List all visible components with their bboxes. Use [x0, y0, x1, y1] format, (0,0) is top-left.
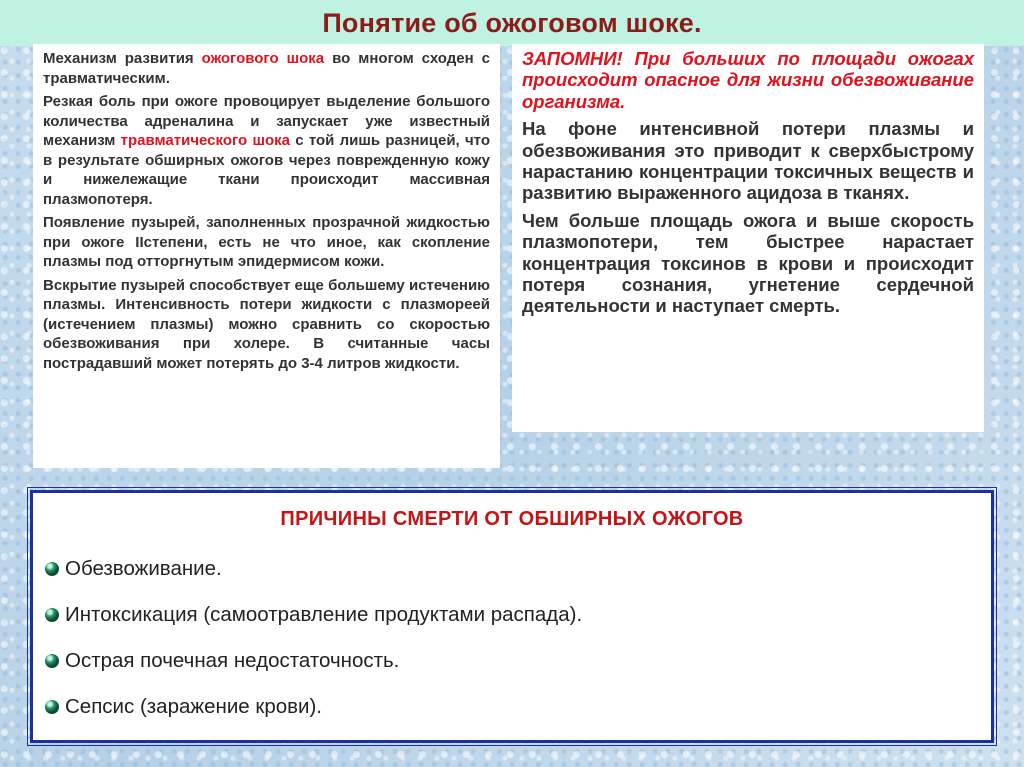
left-p1-text-b: во многом сходен с травматическим. — [43, 50, 490, 87]
left-paragraph-3: Появление пузырей, заполненных прозрачной жидкостью при ожоге IIстепени, есть не что иное, как скопление плазмы под отторгнутым эпидермисом кожи. — [43, 214, 490, 270]
right-text-panel — [512, 44, 984, 432]
cause-text: Сепсис (заражение крови). — [65, 695, 323, 718]
left-paragraph-2 — [43, 92, 490, 209]
left-p1-highlight: ожогового шока — [201, 50, 325, 67]
remember-warning: ЗАПОМНИ! При больших по площади ожогах происходит опасное для жизни обезвоживание организма. — [522, 48, 974, 112]
left-p1-text-a: Механизм развития — [43, 50, 202, 67]
title-bar — [0, 0, 1024, 46]
list-item — [45, 638, 991, 684]
left-p2-text-b: с той лишь разницей, что в результате обширных ожогов через поврежденную кожу и нижележащие ткани происходит массивная плазмопотеря. — [43, 132, 490, 208]
left-text-panel — [33, 44, 500, 468]
left-p2-highlight: травматического шока — [120, 132, 290, 149]
causes-heading: ПРИЧИНЫ СМЕРТИ ОТ ОБШИРНЫХ ОЖОГОВ — [280, 508, 744, 530]
list-item — [45, 684, 991, 730]
bullet-icon — [45, 562, 59, 576]
left-paragraph-4: Вскрытие пузырей способствует еще большему истечению плазмы. Интенсивность потери жидкости с плазмореей (истечением плазмы) можно сравнить со скоростью обезвоживания при холере. В считанные часы пострадавший может потерять до 3-4 литров жидкости. — [43, 276, 490, 372]
cause-text: Острая почечная недостаточность. — [65, 649, 400, 672]
bullet-icon — [45, 608, 59, 622]
bullet-icon — [45, 654, 59, 668]
list-item — [45, 592, 991, 638]
causes-list — [45, 546, 991, 730]
death-causes-box — [30, 490, 994, 743]
list-item — [45, 546, 991, 592]
left-p2-text-a: Резкая боль при ожоге провоцирует выделение большого количества адреналина и запускает уже известный механизм — [43, 93, 490, 149]
bullet-icon — [45, 700, 59, 714]
right-paragraph-2: Чем больше площадь ожога и выше скорость плазмопотери, тем быстрее нарастает концентрация токсинов в крови и происходит потеря сознания, угнетение сердечной деятельности и наступает смерть. — [522, 209, 974, 317]
cause-text: Обезвоживание. — [65, 557, 222, 580]
left-paragraph-1 — [43, 49, 490, 88]
page-title: Понятие об ожоговом шоке. — [322, 7, 702, 38]
right-paragraph-1: На фоне интенсивной потери плазмы и обезвоживания это приводит к сверхбыстрому нарастанию концентрации токсичных веществ и развитию выраженного ацидоза в тканях. — [522, 118, 974, 204]
cause-text: Интоксикация (самоотравление продуктами распада). — [65, 603, 583, 626]
